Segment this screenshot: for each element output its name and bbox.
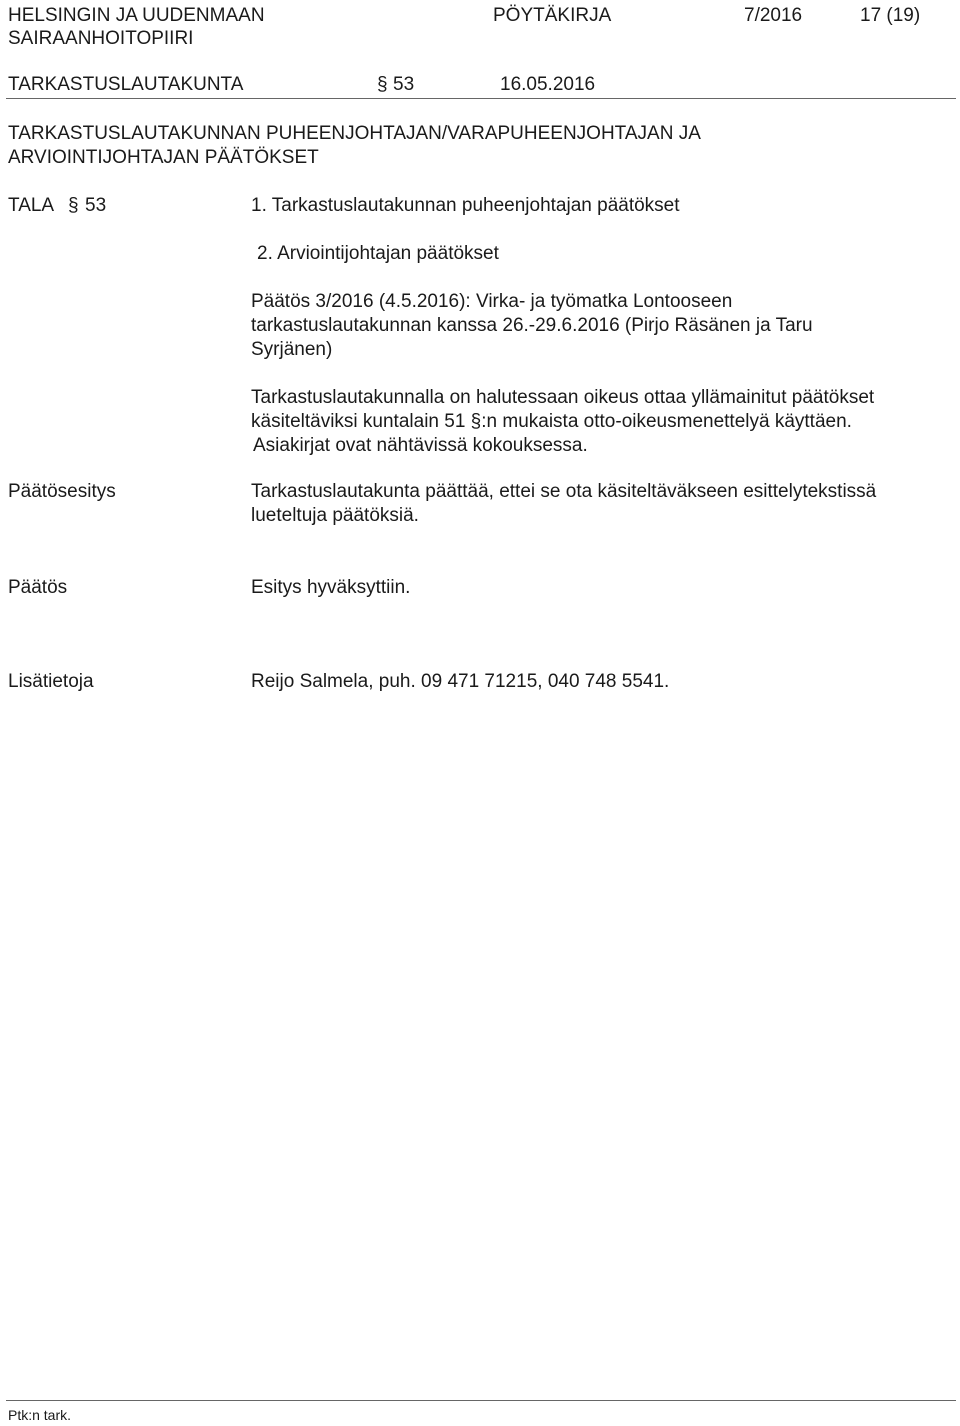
proposal-text-line1: Tarkastuslautakunta päättää, ettei se ota käsiteltäväkseen esittelytekstissä <box>251 481 877 502</box>
document-number: 7/2016 <box>744 5 803 26</box>
reference-section-symbol: § <box>68 195 79 216</box>
decision-text: Esitys hyväksyttiin. <box>251 577 411 598</box>
proposal-label: Päätösesitys <box>8 481 116 502</box>
reference-label: TALA <box>8 195 55 216</box>
note-line2-end: :n mukaista otto-oikeusmenettelyä käyttäen. <box>481 411 852 432</box>
more-info-contact: Reijo Salmela, puh. 09 471 71215, 040 748 5541. <box>251 671 670 692</box>
org-name-line1: HELSINGIN JA UUDENMAAN <box>8 5 265 26</box>
decision-label: Päätös <box>8 577 68 598</box>
document-title-line2: ARVIOINTIJOHTAJAN PÄÄTÖKSET <box>8 147 319 168</box>
org-name-line2: SAIRAANHOITOPIIRI <box>8 28 194 49</box>
decision-text-line1: Päätös 3/2016 (4.5.2016): Virka- ja työmatka Lontooseen <box>251 291 733 312</box>
footer-divider <box>6 1400 956 1401</box>
header-divider <box>6 98 956 99</box>
reference-number: 53 <box>85 195 107 216</box>
footer-initials: Ptk:n tark. <box>8 1407 72 1423</box>
page-number: 17 (19) <box>860 5 921 26</box>
document-title-line1: TARKASTUSLAUTAKUNNAN PUHEENJOHTAJAN/VARAPUHEENJOHTAJAN JA <box>8 123 701 144</box>
board-name: TARKASTUSLAUTAKUNTA <box>8 74 244 95</box>
section-number: 53 <box>393 74 415 95</box>
section-symbol: § <box>377 74 388 95</box>
note-line1: Tarkastuslautakunnalla on halutessaan oikeus ottaa yllämainitut päätökset <box>251 387 875 408</box>
note-line2-start: käsiteltäviksi kuntalain 51 <box>251 411 466 432</box>
more-info-label: Lisätietoja <box>8 671 94 692</box>
meeting-date: 16.05.2016 <box>500 74 596 95</box>
decision-text-line2: tarkastuslautakunnan kanssa 26.-29.6.2016 (Pirjo Räsänen ja Taru <box>251 315 813 336</box>
note-line3: Asiakirjat ovat nähtävissä kokouksessa. <box>253 435 588 456</box>
document-type: PÖYTÄKIRJA <box>493 5 612 26</box>
note-section-symbol: § <box>470 411 482 432</box>
item-chair-decisions: 1. Tarkastuslautakunnan puheenjohtajan päätökset <box>251 195 680 216</box>
decision-text-line3: Syrjänen) <box>251 339 333 360</box>
item-director-decisions: 2. Arviointijohtajan päätökset <box>257 243 499 264</box>
note-line2 <box>251 410 852 433</box>
proposal-text-line2: lueteltuja päätöksiä. <box>251 505 419 526</box>
